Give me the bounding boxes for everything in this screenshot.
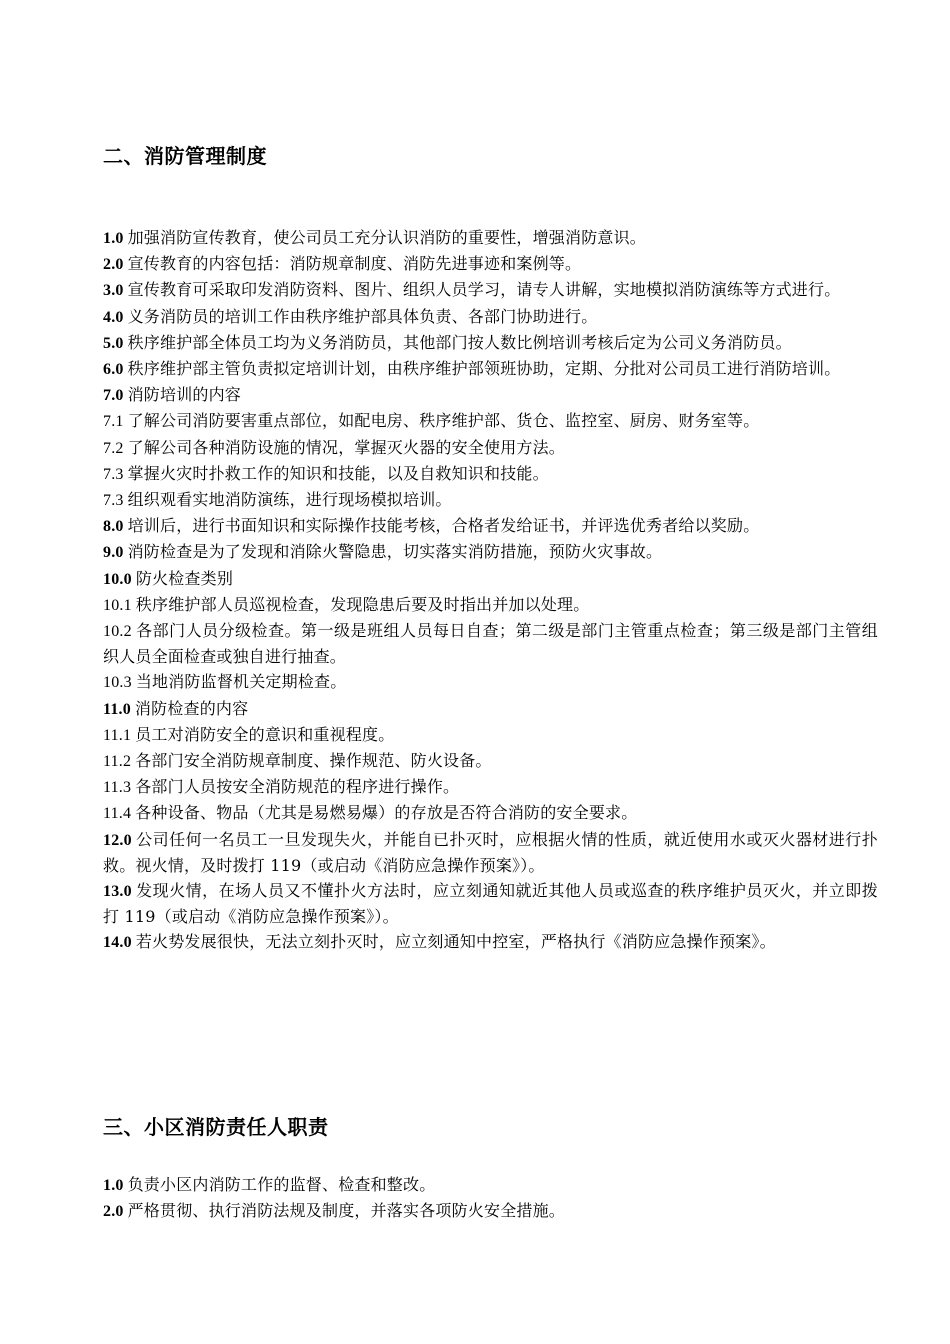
clause-number: 11.3 [103,779,132,797]
clause-number: 2.0 [103,1203,124,1221]
clause-text: 掌握火灾时扑救工作的知识和技能，以及自救知识和技能。 [127,463,549,483]
clause-number: 5.0 [103,334,124,352]
section-3-heading: 三、小区消防责任人职责 [103,1115,329,1139]
clause-text: 各部门人员分级检查。第一级是班组人员每日自查；第二级是部门主管重点检查；第三级是部门主管组织人员全面检查或独自进行抽查。 [103,621,878,667]
clause-text: 各部门安全消防规章制度、操作规范、防火设备。 [135,751,492,771]
clause-text: 消防检查的内容 [134,698,249,718]
clause-text: 发现火情，在场人员又不懂扑火方法时，应立刻通知就近其他人员或巡查的秩序维护员灭火，并立即拨打 119（或启动《消防应急操作预案》）。 [103,881,878,927]
clause-paragraph [103,356,878,382]
clause-number: 14.0 [103,934,132,952]
clause-number: 1.0 [103,1177,124,1194]
clause-number: 1.0 [103,230,124,247]
clause-paragraph [103,382,878,408]
clause-paragraph [103,487,878,513]
section-2-heading: 二、消防管理制度 [103,144,267,168]
clause-paragraph [103,929,878,955]
clause-number: 12.0 [103,831,132,849]
clause-text: 组织观看实地消防演练，进行现场模拟培训。 [127,490,452,510]
clause-paragraph [103,1198,878,1224]
clause-paragraph [103,539,878,565]
clause-number: 10.1 [103,596,132,614]
clause-number: 2.0 [103,256,124,274]
clause-number: 8.0 [103,518,124,536]
clause-number: 7.3 [103,465,124,483]
clause-number: 11.1 [103,726,132,744]
clause-number: 11.4 [103,805,132,823]
clause-text: 公司任何一名员工一旦发现失火，并能自已扑灭时，应根据火情的性质，就近使用水或灭火器材进行扑救。视火情，及时拨打 119（或启动《消防应急操作预案》）。 [103,829,878,875]
clause-text: 宣传教育的内容包括：消防规章制度、消防先进事迹和案例等。 [127,254,582,274]
clause-paragraph [103,748,878,774]
clause-text: 各种设备、物品（尤其是易燃易爆）的存放是否符合消防的安全要求。 [135,803,638,823]
clause-paragraph [103,722,878,748]
clause-text: 防火检查类别 [135,568,234,588]
clause-number: 10.3 [103,674,132,692]
clause-number: 4.0 [103,308,124,326]
clause-paragraph [103,1172,878,1198]
section-3-body [103,1172,878,1224]
clause-text: 了解公司消防要害重点部位，如配电房、秩序维护部、货仓、监控室、厨房、财务室等。 [127,411,760,431]
clause-text: 秩序维护部人员巡视检查，发现隐患后要及时指出并加以处理。 [135,594,590,614]
clause-text: 了解公司各种消防设施的情况，掌握灭火器的安全使用方法。 [127,437,566,457]
clause-paragraph [103,408,878,434]
clause-text: 负责小区内消防工作的监督、检查和整改。 [127,1175,436,1194]
clause-text: 各部门人员按安全消防规范的程序进行操作。 [135,777,460,797]
clause-number: 6.0 [103,361,124,379]
clause-text: 宣传教育可采取印发消防资料、图片、组织人员学习，请专人讲解，实地模拟消防演练等方式进行。 [127,280,841,300]
clause-paragraph [103,566,878,592]
clause-paragraph [103,800,878,826]
clause-number: 7.1 [103,413,124,431]
clause-paragraph [103,277,878,303]
clause-number: 7.3 [103,492,124,510]
clause-text: 培训后，进行书面知识和实际操作技能考核，合格者发给证书，并评选优秀者给以奖励。 [127,516,760,536]
clause-text: 义务消防员的培训工作由秩序维护部具体负责、各部门协助进行。 [127,306,598,326]
clause-text: 秩序维护部主管负责拟定培训计划，由秩序维护部领班协助，定期、分批对公司员工进行消防培训。 [127,359,841,379]
clause-number: 10.2 [103,623,132,641]
clause-paragraph [103,878,878,929]
clause-text: 员工对消防安全的意识和重视程度。 [135,724,395,744]
clause-number: 11.0 [103,700,131,718]
clause-number: 13.0 [103,883,132,901]
clause-number: 11.2 [103,753,132,771]
clause-paragraph [103,251,878,277]
clause-paragraph [103,304,878,330]
clause-text: 消防培训的内容 [127,385,242,405]
clause-text: 秩序维护部全体员工均为义务消防员，其他部门按人数比例培训考核后定为公司义务消防员。 [127,332,792,352]
clause-text: 若火势发展很快，无法立刻扑灭时，应立刻通知中控室，严格执行《消防应急操作预案》。 [135,932,776,952]
clause-paragraph [103,592,878,618]
clause-paragraph [103,774,878,800]
clause-text: 当地消防监督机关定期检查。 [135,672,347,692]
clause-paragraph [103,696,878,722]
clause-text: 加强消防宣传教育，使公司员工充分认识消防的重要性，增强消防意识。 [127,228,647,247]
clause-number: 3.0 [103,282,124,300]
clause-paragraph [103,618,878,669]
clause-number: 7.0 [103,387,124,405]
clause-paragraph [103,330,878,356]
clause-paragraph [103,435,878,461]
clause-number: 10.0 [103,570,132,588]
section-2-body [103,225,878,956]
clause-paragraph [103,669,878,695]
clause-text: 消防检查是为了发现和消除火警隐患，切实落实消防措施，预防火灾事故。 [127,542,663,562]
clause-number: 9.0 [103,544,124,562]
clause-number: 7.2 [103,439,124,457]
clause-text: 严格贯彻、执行消防法规及制度，并落实各项防火安全措施。 [127,1201,566,1221]
clause-paragraph [103,225,878,251]
clause-paragraph [103,827,878,878]
clause-paragraph [103,461,878,487]
clause-paragraph [103,513,878,539]
